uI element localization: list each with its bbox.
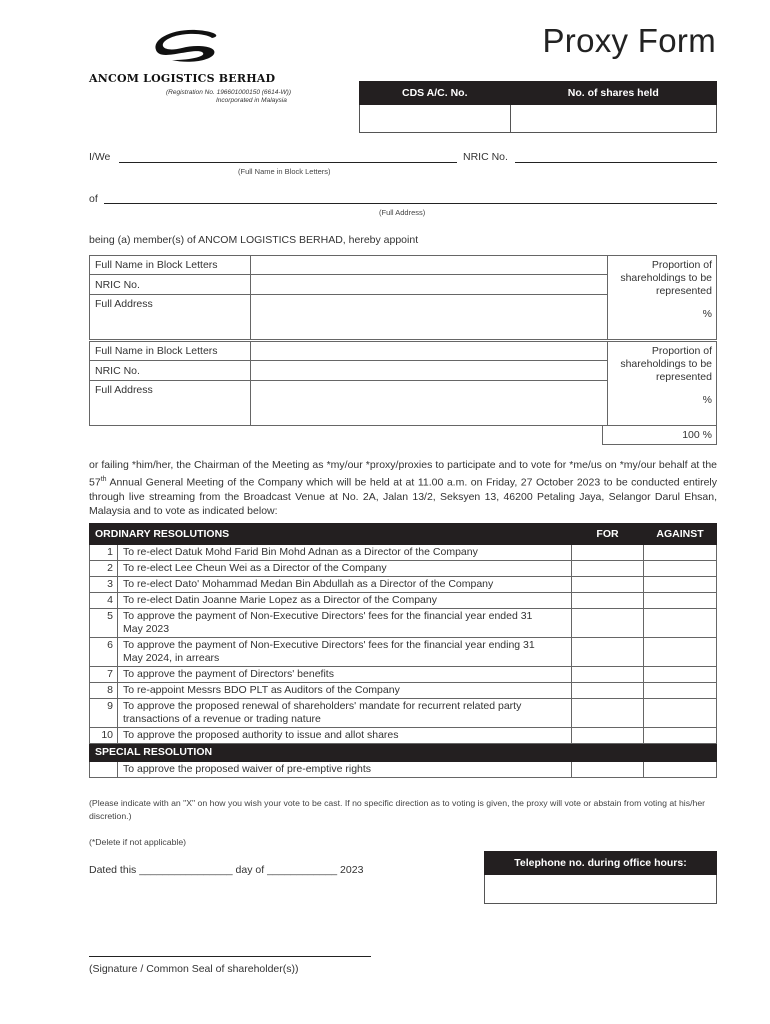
resolution-1-for-box[interactable]: [572, 545, 644, 561]
proxy-1-address-label: Full Address: [90, 295, 251, 340]
resolution-row-4: [90, 593, 717, 609]
meeting-paragraph: [89, 458, 717, 519]
resolution-4-for-box[interactable]: [572, 593, 644, 609]
cds-account-field[interactable]: [360, 105, 511, 133]
proxy-1-nric-label: NRIC No.: [90, 275, 251, 295]
resolution-text: To re-appoint Messrs BDO PLT as Auditors of the Company: [118, 683, 572, 699]
telephone-header: Telephone no. during office hours:: [485, 852, 717, 875]
resolution-number: 8: [90, 683, 118, 699]
resolution-number: 7: [90, 667, 118, 683]
for-header: FOR: [572, 524, 644, 545]
resolution-number: 10: [90, 728, 118, 744]
cds-table: [359, 81, 717, 133]
resolution-text: To approve the proposed renewal of shareholders' mandate for recurrent related party transactions of a revenue or trading nature: [118, 699, 572, 728]
proxy-1-address-field[interactable]: [251, 295, 608, 340]
voting-instruction-note: (Please indicate with an "X" on how you wish your vote to be cast. If no specific direction as to voting is given, the proxy will vote or abstain from voting at his/her discretion.): [89, 798, 706, 821]
resolution-row-2: [90, 561, 717, 577]
member-nric-label: NRIC No.: [463, 151, 508, 163]
resolution-text: To approve the payment of Non-Executive Directors' fees for the financial year ended 31 May 2023: [118, 609, 572, 638]
proxy-2-nric-label: NRIC No.: [90, 361, 251, 381]
resolution-text: To re-elect Datin Joanne Marie Lopez as a Director of the Company: [118, 593, 572, 609]
proxy-1-name-field[interactable]: [251, 256, 608, 275]
resolution-row-6: [90, 638, 717, 667]
form-title: Proxy Form: [542, 22, 716, 59]
member-name-field[interactable]: [119, 162, 457, 163]
registration-number: (Registration No. 196601000150 (6614-W)): [166, 89, 292, 96]
proxy-2-address-field[interactable]: [251, 381, 608, 426]
resolutions-table: [89, 523, 717, 778]
company-name: ANCOM LOGISTICS BERHAD: [89, 72, 276, 85]
resolution-text: To approve the payment of Directors' benefits: [118, 667, 572, 683]
resolution-row-3: [90, 577, 717, 593]
resolution-9-for-box[interactable]: [572, 699, 644, 728]
resolution-2-against-box[interactable]: [644, 561, 717, 577]
resolution-number: 5: [90, 609, 118, 638]
resolution-row-5: [90, 609, 717, 638]
resolution-row-8: [90, 683, 717, 699]
resolution-number: 4: [90, 593, 118, 609]
ordinal-suffix: th: [100, 475, 107, 483]
proxy-2-table: [89, 341, 717, 426]
proxy-1-percent: %: [702, 308, 712, 320]
resolution-number: 9: [90, 699, 118, 728]
special-resolution-text: To approve the proposed waiver of pre-emptive rights: [118, 762, 572, 778]
proxy-1-proportion-label: Proportion of shareholdings to be represented: [620, 259, 712, 297]
of-label: of: [89, 193, 98, 205]
proxy-2-name-label: Full Name in Block Letters: [90, 342, 251, 361]
signature-label: (Signature / Common Seal of shareholder(s)): [89, 963, 299, 975]
resolution-8-against-box[interactable]: [644, 683, 717, 699]
resolution-3-for-box[interactable]: [572, 577, 644, 593]
proxy-2-name-field[interactable]: [251, 342, 608, 361]
resolution-7-against-box[interactable]: [644, 667, 717, 683]
resolution-text: To approve the proposed authority to issue and allot shares: [118, 728, 572, 744]
member-address-field[interactable]: [104, 203, 717, 204]
resolution-number: 3: [90, 577, 118, 593]
resolution-text: To approve the payment of Non-Executive Directors' fees for the financial year ending 31 May 2024, in arrears: [118, 638, 572, 667]
proxy-2-proportion[interactable]: [608, 342, 717, 426]
resolution-1-against-box[interactable]: [644, 545, 717, 561]
resolution-3-against-box[interactable]: [644, 577, 717, 593]
special-resolution-row: [90, 762, 717, 778]
resolution-number: 2: [90, 561, 118, 577]
resolution-9-against-box[interactable]: [644, 699, 717, 728]
incorporation-note: Incorporated in Malaysia: [216, 97, 287, 104]
telephone-field[interactable]: [485, 875, 717, 904]
member-nric-field[interactable]: [515, 162, 717, 163]
cds-account-header: CDS A/C. No.: [360, 82, 511, 105]
proxy-2-nric-field[interactable]: [251, 361, 608, 381]
company-logo: [152, 26, 226, 64]
proxy-1-proportion[interactable]: [608, 256, 717, 340]
shares-held-field[interactable]: [510, 105, 717, 133]
resolution-row-9: [90, 699, 717, 728]
meeting-paragraph-part1: or failing *him/her, the Chairman of the Meeting as *my/our *proxy/proxies to participate and to vote for *me/us on *my/our behalf at the 57: [89, 459, 717, 488]
proxy-1-nric-field[interactable]: [251, 275, 608, 295]
ordinary-resolutions-header: ORDINARY RESOLUTIONS: [90, 524, 572, 545]
delete-note: (*Delete if not applicable): [89, 837, 187, 847]
against-header: AGAINST: [644, 524, 717, 545]
resolution-text: To re-elect Datuk Mohd Farid Bin Mohd Adnan as a Director of the Company: [118, 545, 572, 561]
resolution-number: [90, 762, 118, 778]
shares-held-header: No. of shares held: [510, 82, 717, 105]
resolution-6-against-box[interactable]: [644, 638, 717, 667]
resolution-row-1: [90, 545, 717, 561]
resolution-row-10: [90, 728, 717, 744]
telephone-table: [484, 851, 717, 904]
full-name-hint: (Full Name in Block Letters): [238, 167, 331, 176]
special-resolution-for-box[interactable]: [572, 762, 644, 778]
resolution-10-for-box[interactable]: [572, 728, 644, 744]
meeting-paragraph-part2: Annual General Meeting of the Company which will be held at at 11.00 a.m. on Friday, 27 October 2023 to be conducted entirely through live streaming from the Broadcast Venue at No. 2A, Jalan 13/2, Seksyen 13, 46200 Petaling Jaya, Selangor Darul Ehsan, Malaysia and to vote as indicated below:: [89, 476, 717, 517]
proxy-1-name-label: Full Name in Block Letters: [90, 256, 251, 275]
resolution-text: To re-elect Dato' Mohammad Medan Bin Abdullah as a Director of the Company: [118, 577, 572, 593]
proxy-1-table: [89, 255, 717, 340]
signature-line[interactable]: [89, 956, 371, 957]
resolution-number: 6: [90, 638, 118, 667]
appoint-statement: being (a) member(s) of ANCOM LOGISTICS BERHAD, hereby appoint: [89, 234, 419, 246]
resolution-text: To re-elect Lee Cheun Wei as a Director of the Company: [118, 561, 572, 577]
proxy-2-proportion-label: Proportion of shareholdings to be represented: [620, 345, 712, 383]
total-percentage: 100 %: [602, 426, 717, 445]
resolution-5-for-box[interactable]: [572, 609, 644, 638]
dated-line[interactable]: Dated this ________________ day of ____________ 2023: [89, 864, 364, 876]
full-address-hint: (Full Address): [379, 208, 426, 217]
resolution-6-for-box[interactable]: [572, 638, 644, 667]
resolution-7-for-box[interactable]: [572, 667, 644, 683]
resolution-number: 1: [90, 545, 118, 561]
resolution-8-for-box[interactable]: [572, 683, 644, 699]
resolution-2-for-box[interactable]: [572, 561, 644, 577]
resolution-10-against-box[interactable]: [644, 728, 717, 744]
special-resolution-header: SPECIAL RESOLUTION: [90, 744, 717, 762]
resolution-4-against-box[interactable]: [644, 593, 717, 609]
resolution-5-against-box[interactable]: [644, 609, 717, 638]
i-we-label: I/We: [89, 151, 111, 163]
proxy-2-percent: %: [702, 394, 712, 406]
special-resolution-against-box[interactable]: [644, 762, 717, 778]
proxy-2-address-label: Full Address: [90, 381, 251, 426]
resolution-row-7: [90, 667, 717, 683]
